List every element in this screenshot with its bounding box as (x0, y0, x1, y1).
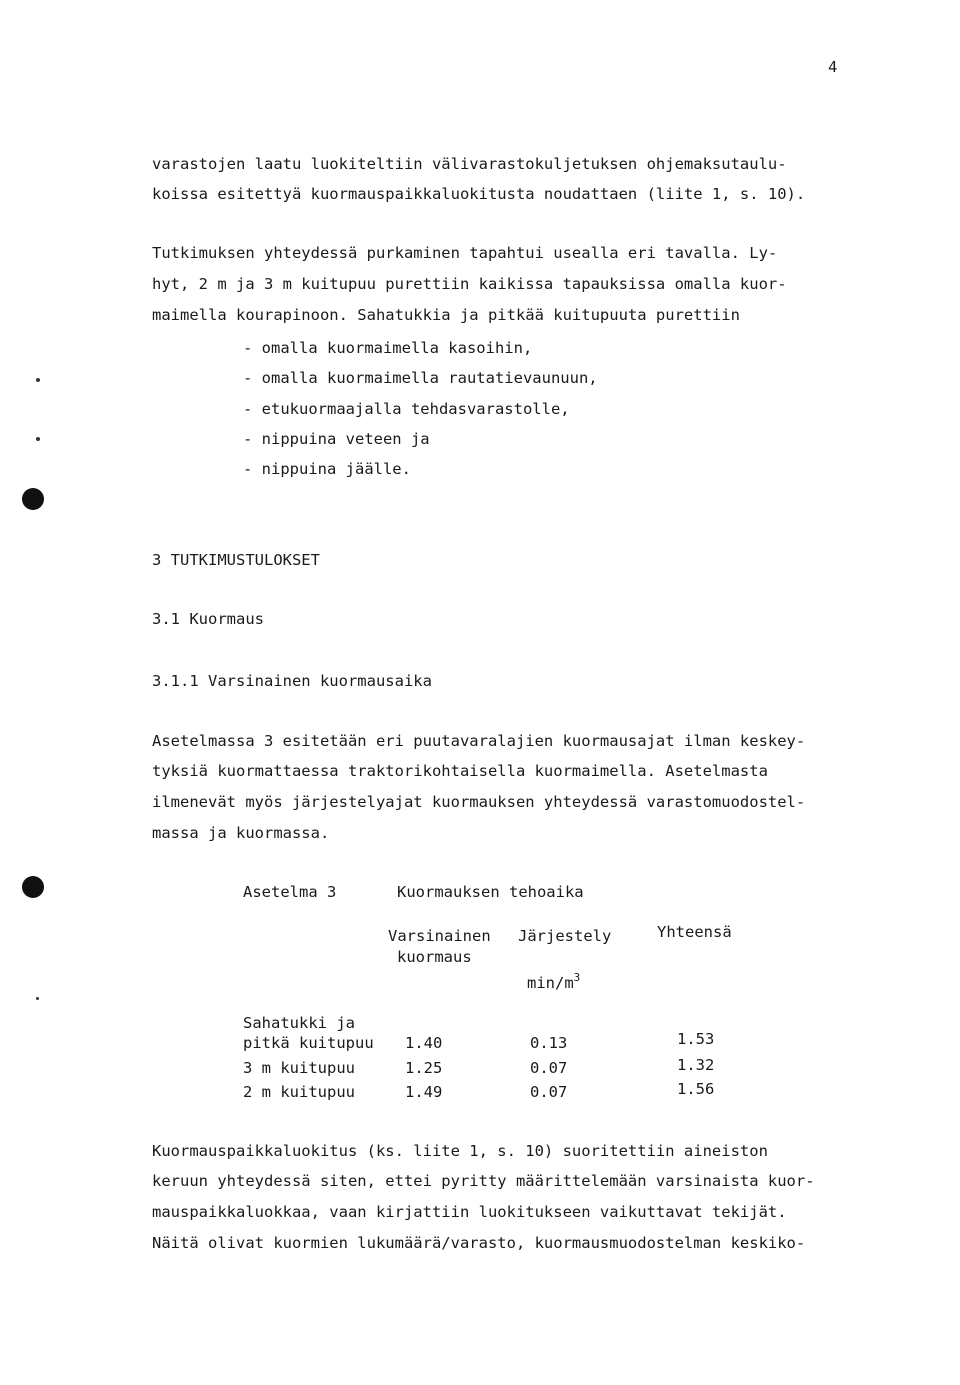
cell-yhteensa: 1.32 (677, 1056, 715, 1074)
cell-varsinainen: 1.25 (405, 1059, 443, 1077)
para3-line: ilmenevät myös järjestelyajat kuormauksen yhteydessä varastomuodostel- (152, 793, 806, 811)
row-label: pitkä kuitupuu (243, 1034, 374, 1052)
cell-yhteensa: 1.56 (677, 1080, 715, 1098)
col-header-yhteensa: Yhteensä (657, 923, 732, 941)
para4-line: Näitä olivat kuormien lukumäärä/varasto, kuormausmuodostelman keskiko- (152, 1234, 806, 1252)
unit-label (527, 971, 580, 992)
speck (36, 437, 40, 441)
para3-line: Asetelmassa 3 esitetään eri puutavaralajien kuormausajat ilman keskey- (152, 732, 806, 750)
row-label: 3 m kuitupuu (243, 1059, 355, 1077)
para4-line: keruun yhteydessä siten, ettei pyritty määrittelemään varsinaista kuor- (152, 1172, 815, 1190)
table-title: Kuormauksen tehoaika (397, 883, 584, 901)
col-header-varsinainen-2: kuormaus (397, 948, 472, 966)
list-item: - omalla kuormaimella kasoihin, (243, 339, 533, 357)
para3-line: massa ja kuormassa. (152, 824, 330, 842)
speck (36, 378, 40, 382)
list-item: - nippuina jäälle. (243, 460, 411, 478)
para4-line: mauspaikkaluokkaa, vaan kirjattiin luokitukseen vaikuttavat tekijät. (152, 1203, 787, 1221)
cell-yhteensa: 1.53 (677, 1030, 715, 1048)
table-label: Asetelma 3 (243, 883, 337, 901)
cell-varsinainen: 1.49 (405, 1083, 443, 1101)
para3-line: tyksiä kuormattaessa traktorikohtaisella kuormaimella. Asetelmasta (152, 762, 768, 780)
para1-line: koissa esitettyä kuormauspaikkaluokitusta noudattaen (liite 1, s. 10). (152, 185, 806, 203)
list-item: - etukuormaajalla tehdasvarastolle, (243, 400, 570, 418)
page-number: 4 (828, 58, 838, 76)
cell-jarjestely: 0.07 (530, 1083, 568, 1101)
para2-line: Tutkimuksen yhteydessä purkaminen tapahtui usealla eri tavalla. Ly- (152, 244, 778, 262)
para2-line: maimella kourapinoon. Sahatukkia ja pitkää kuitupuuta purettiin (152, 306, 740, 324)
para1-line: varastojen laatu luokiteltiin välivarastokuljetuksen ohjemaksutaulu- (152, 155, 787, 173)
unit-base: min/m (527, 974, 574, 992)
section-heading: 3 TUTKIMUSTULOKSET (152, 551, 320, 569)
cell-jarjestely: 0.07 (530, 1059, 568, 1077)
cell-jarjestely: 0.13 (530, 1034, 568, 1052)
punch-hole-bottom (22, 876, 44, 898)
speck (36, 997, 39, 1000)
cell-varsinainen: 1.40 (405, 1034, 443, 1052)
row-label: Sahatukki ja (243, 1014, 355, 1032)
list-item: - omalla kuormaimella rautatievaunuun, (243, 369, 598, 387)
list-item: - nippuina veteen ja (243, 430, 430, 448)
para4-line: Kuormauspaikkaluokitus (ks. liite 1, s. 10) suoritettiin aineiston (152, 1142, 768, 1160)
col-header-jarjestely: Järjestely (518, 927, 612, 945)
col-header-varsinainen: Varsinainen (388, 927, 491, 945)
subsubsection-heading: 3.1.1 Varsinainen kuormausaika (152, 672, 432, 690)
punch-hole-top (22, 488, 44, 510)
row-label: 2 m kuitupuu (243, 1083, 355, 1101)
para2-line: hyt, 2 m ja 3 m kuitupuu purettiin kaikissa tapauksissa omalla kuor- (152, 275, 787, 293)
subsection-heading: 3.1 Kuormaus (152, 610, 264, 628)
unit-exp: 3 (573, 971, 581, 984)
